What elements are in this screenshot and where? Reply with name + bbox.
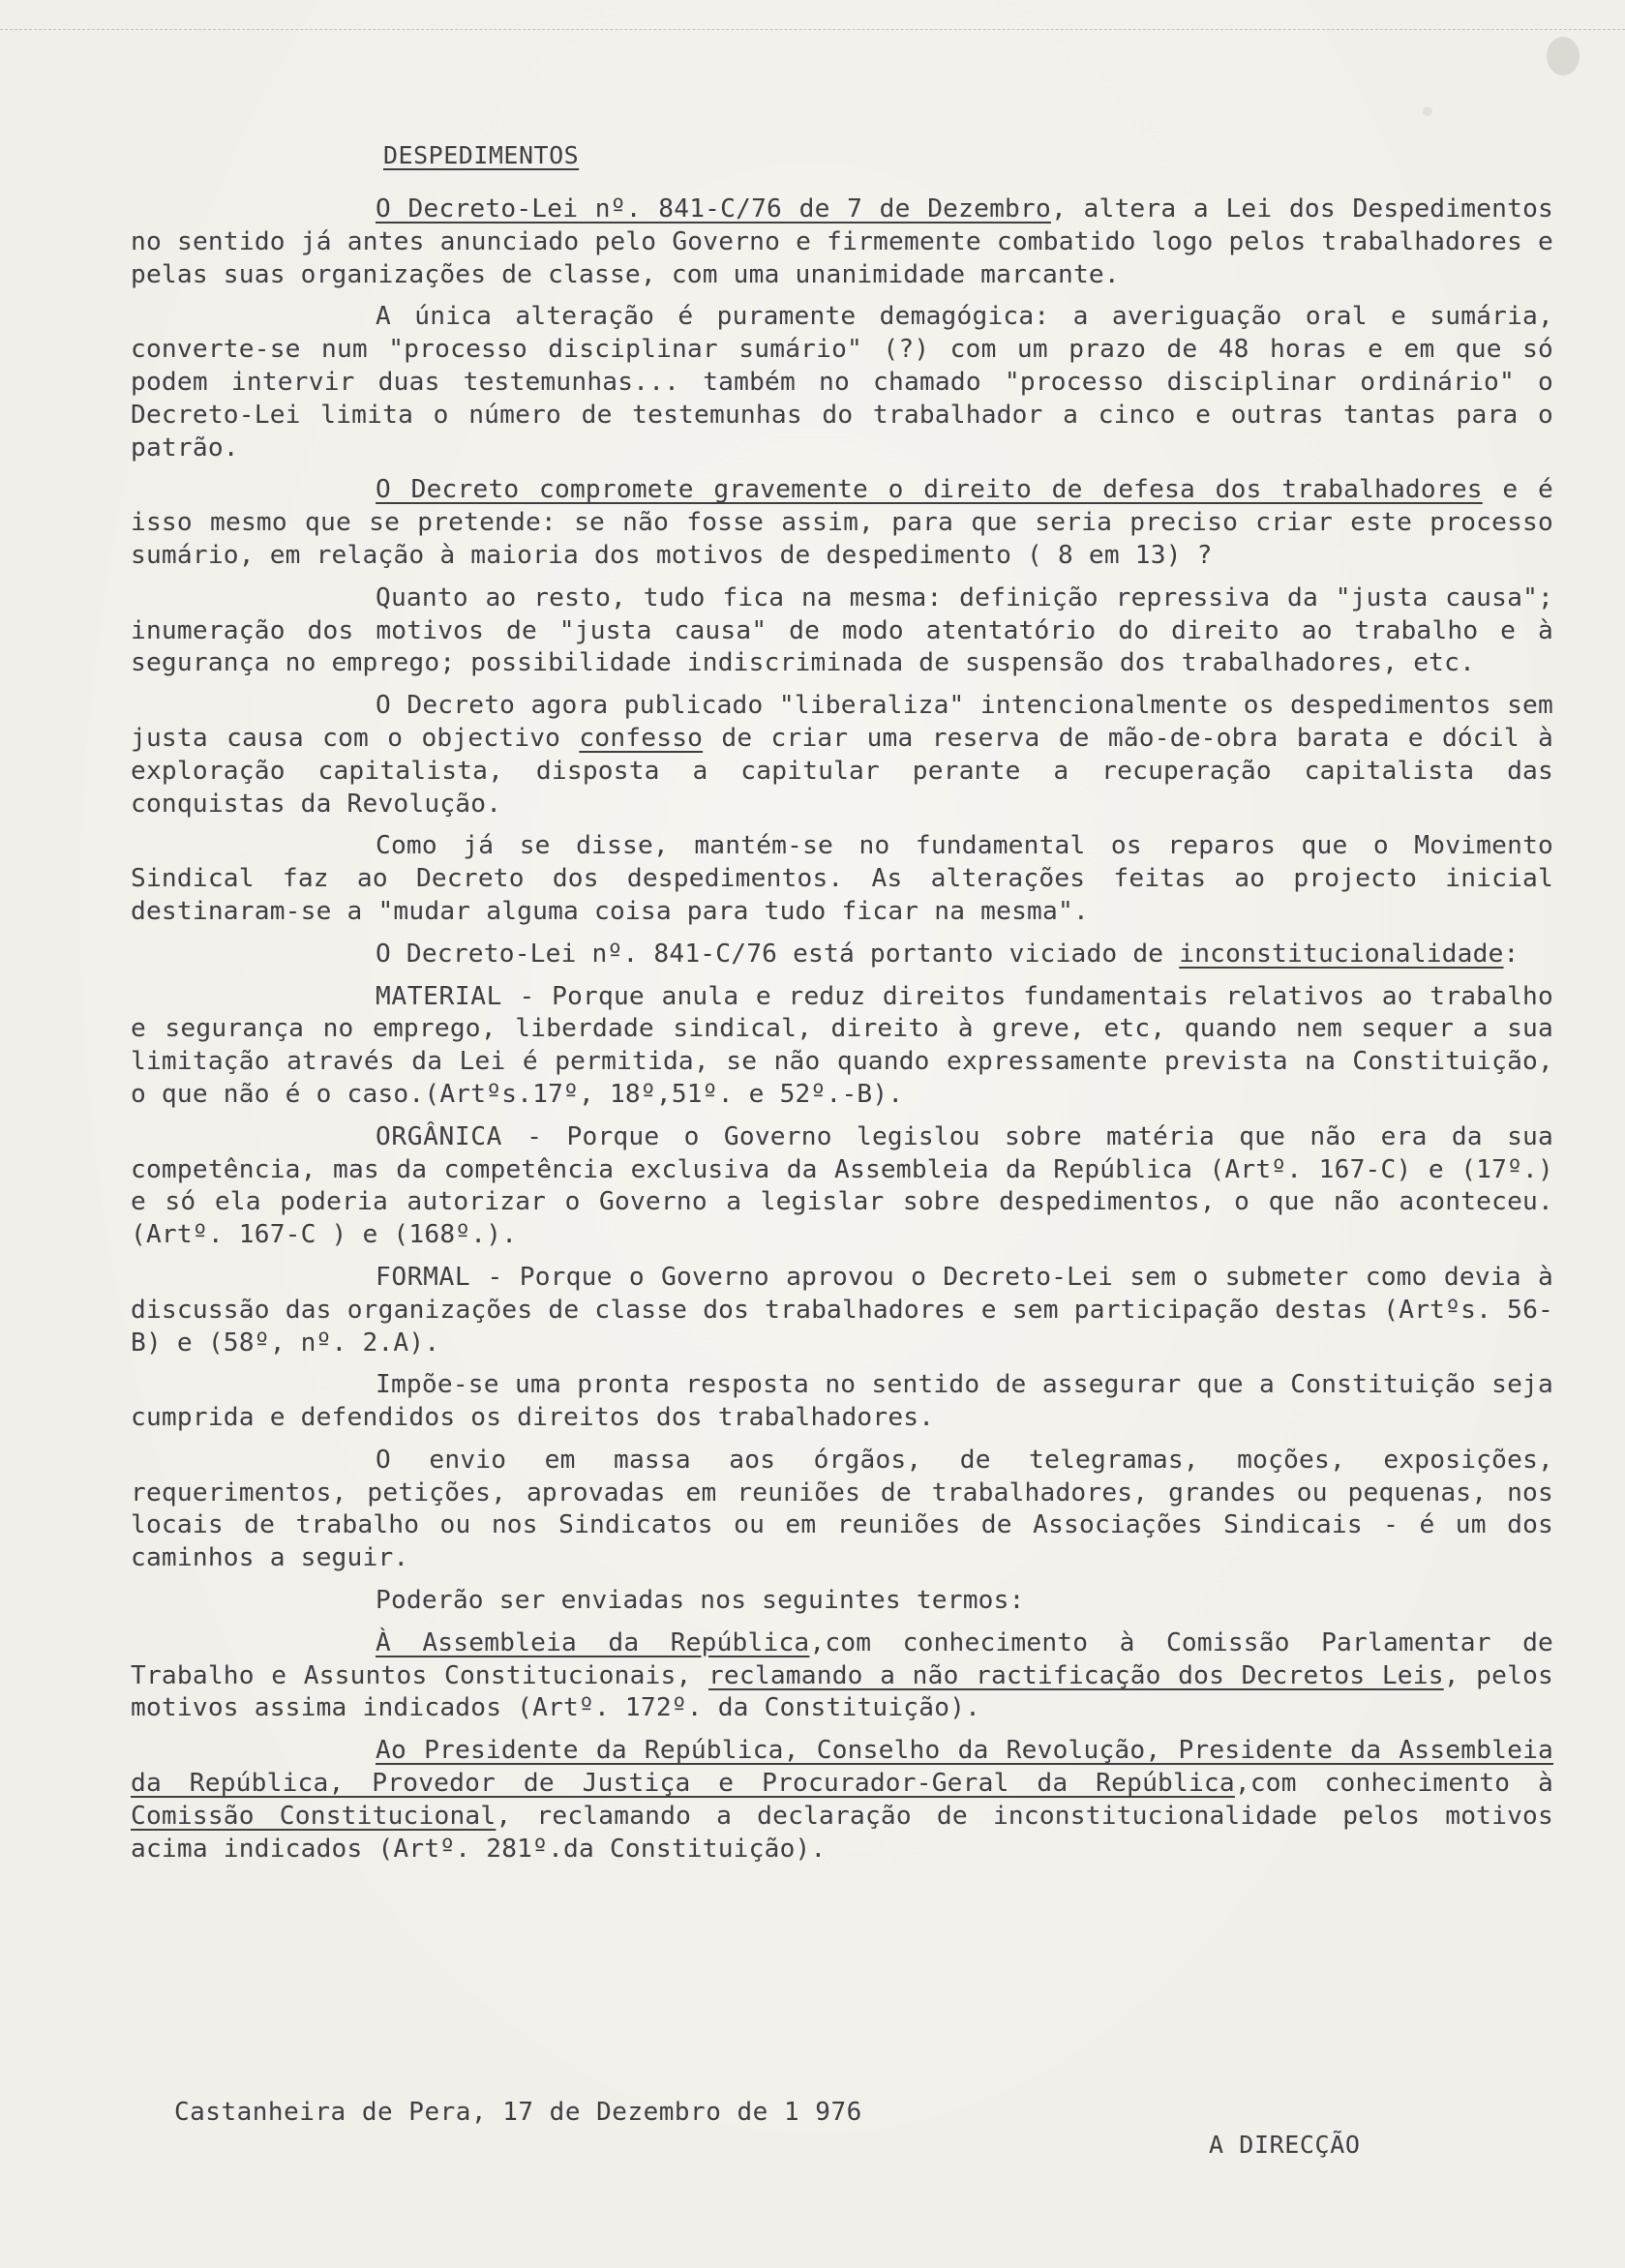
point-material-text: - Porque anula e reduz direitos fundamentais relativos ao trabalho e segurança no emprego, liberdade sindical, direito à greve, etc, quando nem sequer a sua limitação através da Lei é permitida, se não quando expressamente prevista na Constituição, o que não é o caso.(Artºs.17º, 18º,51º. e 52º.-B). bbox=[131, 981, 1553, 1109]
paragraph-1-text: , altera a Lei dos Despedimentos no sentido já antes anunciado pelo Governo e firmemente combatido logo pelos trabalhadores e pelas suas organizações de classe, com uma unanimidade marcante. bbox=[131, 194, 1554, 289]
paragraph-2: A única alteração é puramente demagógica: a averiguação oral e sumária, converte-se num "processo disciplinar sumário" (?) com um prazo de 48 horas e em que só podem intervir duas testemunhas... também no chamado "processo disciplinar ordinário" o Decreto-Lei limita o número de testemunhas do trabalhador a cinco e outras tantas para o patrão. bbox=[131, 302, 1553, 463]
paragraph-12 bbox=[131, 1735, 1553, 1865]
point-material bbox=[131, 981, 1553, 1112]
paper-stain bbox=[1423, 106, 1432, 116]
paragraph-5 bbox=[131, 690, 1553, 821]
point-organica-label: ORGÂNICA bbox=[376, 1121, 502, 1151]
document-title: DESPEDIMENTOS bbox=[383, 141, 580, 169]
paragraph-8: Impõe-se uma pronta resposta no sentido de assegurar que a Constituição seja cumprida e defendidos os direitos dos trabalhadores. bbox=[131, 1370, 1553, 1433]
paragraph-11-lead: À Assembleia da República bbox=[376, 1627, 810, 1657]
top-edge-rule bbox=[0, 29, 1625, 32]
paragraph-7-text-before: O Decreto-Lei nº. 841-C/76 está portanto viciado de bbox=[376, 939, 1180, 969]
paragraph-12-underlined: Comissão Constitucional bbox=[131, 1801, 497, 1831]
paragraph-11-text-after: , pelos motivos assima indicados (Artº. 172º. da Constituição). bbox=[131, 1660, 1554, 1723]
paragraph-1 bbox=[131, 194, 1553, 291]
paragraph-3-text: e é isso mesmo que se pretende: se não fosse assim, para que seria preciso criar este processo sumário, em relação à maioria dos motivos de despedimento ( 8 em 13) ? bbox=[131, 475, 1554, 570]
paragraph-11-underlined: reclamando a não ractificação dos Decretos Leis bbox=[707, 1660, 1444, 1690]
point-organica bbox=[131, 1121, 1553, 1252]
paragraph-3-lead: O Decreto compromete gravemente o direito de defesa dos trabalhadores bbox=[376, 475, 1483, 505]
paragraph-12-text-after: , reclamando a declaração de inconstitucionalidade pelos motivos acima indicados (Artº. 281º.da Constituição). bbox=[131, 1801, 1553, 1864]
paragraph-6: Como já se disse, mantém-se no fundamental os reparos que o Movimento Sindical faz ao Decreto dos despedimentos. As alterações feitas ao projecto inicial destinaram-se a "mudar alguma coisa para tudo ficar na mesma". bbox=[131, 831, 1553, 926]
point-formal-text: - Porque o Governo aprovou o Decreto-Lei sem o submeter como devia à discussão das organizações de classe dos trabalhadores e sem participação destas (Artºs. 56-B) e (58º, nº. 2.A). bbox=[131, 1262, 1553, 1358]
paragraph-3 bbox=[131, 474, 1553, 572]
paragraph-7-underlined: inconstitucionalidade bbox=[1179, 939, 1504, 969]
paragraph-7 bbox=[131, 939, 1553, 971]
paragraph-7-text-after: : bbox=[1503, 939, 1520, 969]
paragraph-9: O envio em massa aos órgãos, de telegramas, moções, exposições, requerimentos, petições, aprovadas em reuniões de trabalhadores, grandes ou pequenas, nos locais de trabalho ou nos Sindicatos ou em reuniões de Associações Sindicais - é um dos caminhos a seguir. bbox=[131, 1445, 1553, 1573]
paragraph-11 bbox=[131, 1627, 1553, 1725]
signature: A DIRECÇÃO bbox=[1209, 2131, 1361, 2159]
paper-stain bbox=[1547, 37, 1580, 75]
document-body bbox=[131, 194, 1553, 1875]
paragraph-5-underlined: confesso bbox=[579, 723, 704, 753]
place-and-date: Castanheira de Pera, 17 de Dezembro de 1 976 bbox=[174, 2098, 862, 2127]
point-material-label: MATERIAL bbox=[376, 981, 502, 1011]
point-formal bbox=[131, 1262, 1553, 1359]
paragraph-5-text-after: de criar uma reserva de mão-de-obra barata e dócil à exploração capitalista, disposta a capitular perante a recuperação capitalista das conquistas da Revolução. bbox=[131, 723, 1553, 819]
point-organica-text: - Porque o Governo legislou sobre matéria que não era da sua competência, mas da competência exclusiva da Assembleia da República (Artº. 167-C) e (17º.) e só ela poderia autorizar o Governo a legislar sobre despedimentos, o que não aconteceu. (Artº. 167-C ) e (168º.). bbox=[131, 1121, 1553, 1250]
paragraph-5-text-before: O Decreto agora publicado "liberaliza" intencionalmente os despedimentos sem justa causa com o objectivo bbox=[131, 691, 1553, 753]
paragraph-4: Quanto ao resto, tudo fica na mesma: definição repressiva da "justa causa"; inumeração dos motivos de "justa causa" de modo atentatório do direito ao trabalho e à segurança no emprego; possibilidade indiscriminada de suspensão dos trabalhadores, etc. bbox=[131, 582, 1553, 678]
paragraph-12-lead: Ao Presidente da República, Conselho da Revolução, Presidente da Assembleia da República, Provedor de Justiça e Procurador-Geral da República bbox=[131, 1736, 1553, 1799]
paragraph-12-text: ,com conhecimento à bbox=[1234, 1769, 1553, 1799]
paragraph-11-text: ,com conhecimento à Comissão Parlamentar de Trabalho e Assuntos Constitucionais, bbox=[131, 1627, 1554, 1690]
paragraph-10: Poderão ser enviadas nos seguintes termos: bbox=[376, 1586, 1025, 1616]
paragraph-1-lead: O Decreto-Lei nº. 841-C/76 de 7 de Dezembro bbox=[376, 194, 1051, 224]
point-formal-label: FORMAL bbox=[376, 1262, 471, 1292]
